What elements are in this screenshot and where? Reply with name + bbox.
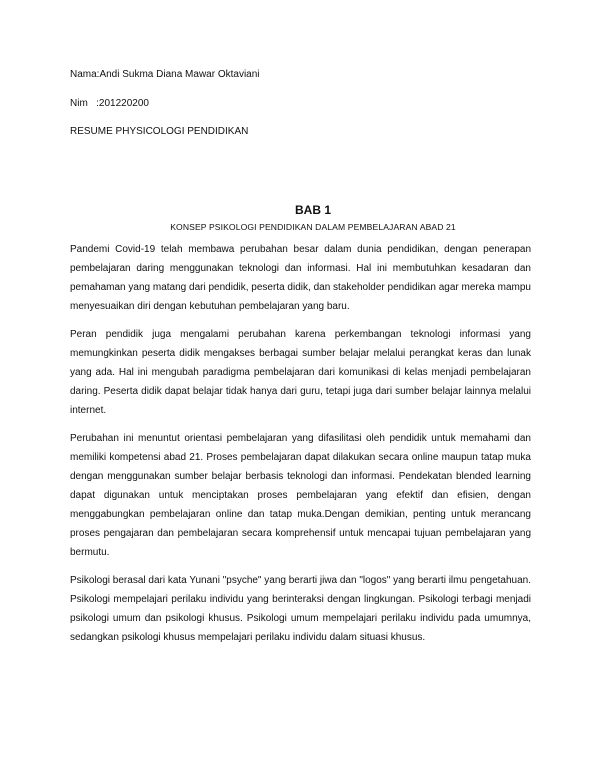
student-name: Nama:Andi Sukma Diana Mawar Oktaviani: [70, 69, 260, 80]
chapter-number: BAB 1: [294, 203, 331, 217]
paragraph: Peran pendidik juga mengalami perubahan karena perkembangan teknologi informasi yang memungkinkan peserta didik mengakses berbagai sumber belajar melalui perangkat keras dan lunak yang ada. Hal ini mengubah paradigma pembelajaran dari komunikasi di kelas menjadi pembelajaran daring. Peserta didik dapat belajar tidak hanya dari guru, tetapi juga dari sumber belajar lainnya melalui internet.: [70, 329, 531, 416]
paragraph: Pandemi Covid-19 telah membawa perubahan besar dalam dunia pendidikan, dengan penerapan pembelajaran daring menggunakan teknologi dan informasi. Hal ini membutuhkan kesadaran dan pemahaman yang matang dari pendidik, peserta didik, dan stakeholder pendidikan agar mereka mampu menyesuaikan diri dengan kebutuhan pembelajaran yang baru.: [70, 244, 531, 312]
chapter-title: KONSEP PSIKOLOGI PENDIDIKAN DALAM PEMBELAJARAN ABAD 21: [170, 222, 456, 232]
paragraph: Perubahan ini menuntut orientasi pembelajaran yang difasilitasi oleh pendidik untuk memahami dan memiliki kompetensi abad 21. Proses pembelajaran dapat dilakukan secara online maupun tatap muka dengan menggunakan sumber belajar berbasis teknologi dan informasi. Pendekatan blended learning dapat digunakan untuk menciptakan proses pembelajaran yang efektif dan efisien, dengan menggabungkan pembelajaran online dan tatap muka.Dengan demikian, penting untuk merancang proses pengajaran dan pembelajaran secara komprehensif untuk mencapai tujuan pembelajaran yang bermutu.: [70, 433, 531, 558]
student-nim: Nim :201220200: [70, 98, 149, 109]
paragraph: Psikologi berasal dari kata Yunani "psyche" yang berarti jiwa dan "logos" yang berarti ilmu pengetahuan. Psikologi mempelajari perilaku individu yang berinteraksi dengan lingkungan. Psikologi terbagi menjadi psikologi umum dan psikologi khusus. Psikologi umum mempelajari perilaku individu pada umumnya, sedangkan psikologi khusus mempelajari perilaku individu dalam situasi khusus.: [70, 575, 531, 643]
course-title: RESUME PHYSICOLOGI PENDIDIKAN: [70, 126, 249, 137]
body-text: [70, 240, 531, 656]
